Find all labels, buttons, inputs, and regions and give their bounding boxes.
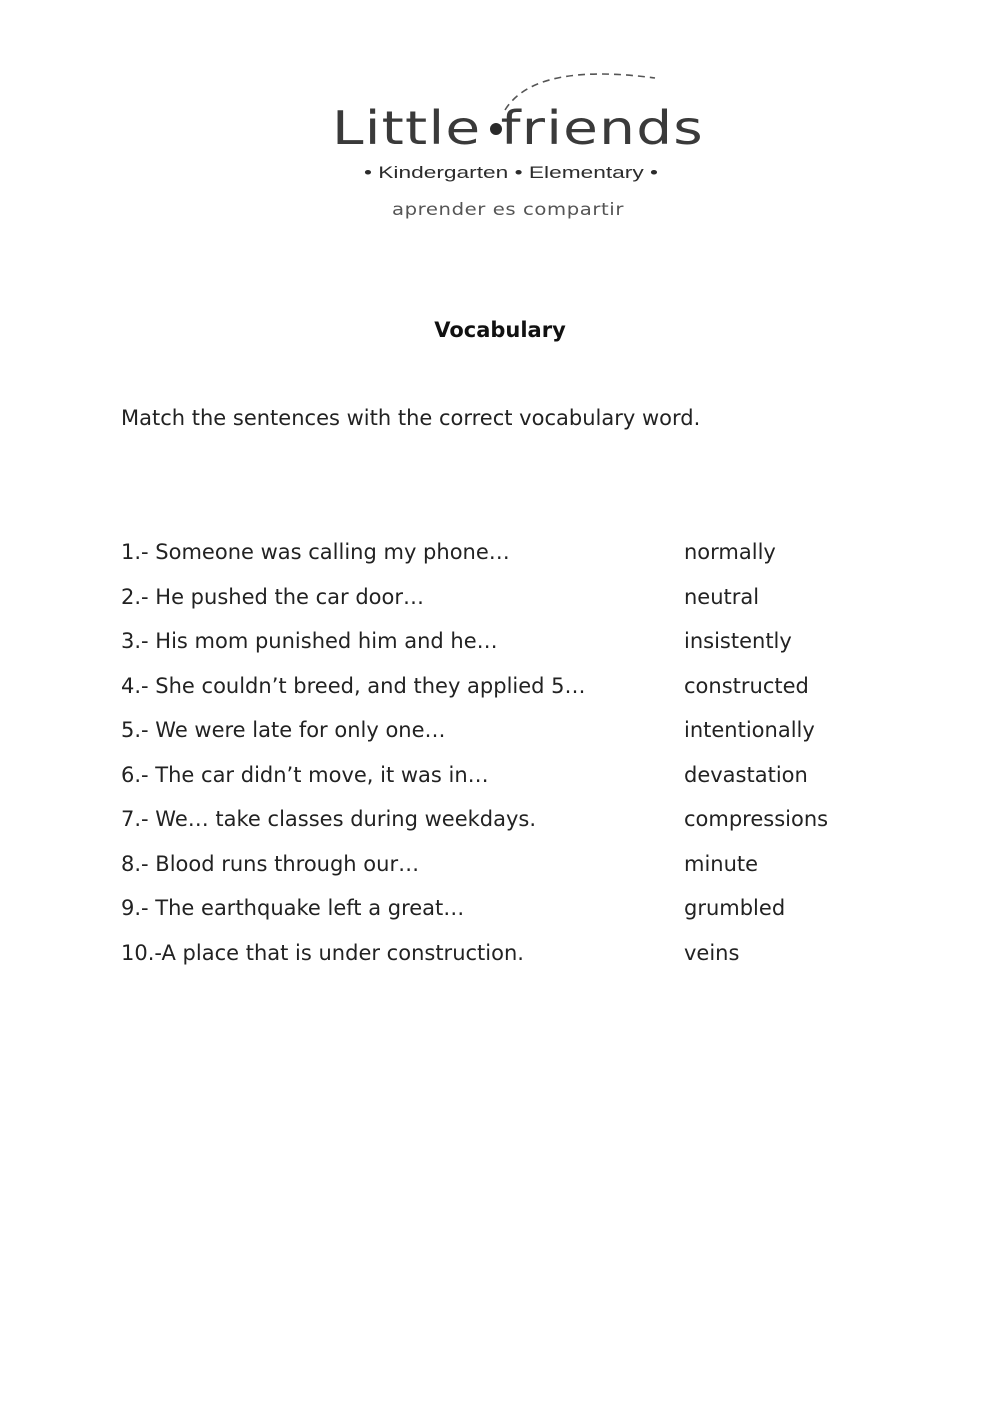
sentence-7: 7.- We… take classes during weekdays. <box>121 807 537 831</box>
matching-row <box>121 763 881 808</box>
sentence-8: 8.- Blood runs through our… <box>121 851 420 876</box>
sentence-2: 2.- He pushed the car door… <box>121 584 425 609</box>
matching-row <box>121 585 881 630</box>
logo-tagline: aprender es compartir <box>392 200 624 220</box>
word-9: grumbled <box>684 896 786 920</box>
word-4: constructed <box>684 673 809 698</box>
sentence-6: 6.- The car didn’t move, it was in… <box>121 762 489 787</box>
sentence-1: 1.- Someone was calling my phone… <box>121 540 510 564</box>
word-8: minute <box>684 851 759 876</box>
word-7: compressions <box>684 807 829 831</box>
logo-subtitle: • Kindergarten • Elementary • <box>364 163 659 182</box>
matching-row <box>121 852 881 897</box>
instructions-text: Match the sentences with the correct vocabulary word. <box>121 406 701 430</box>
sentence-4: 4.- She couldn’t breed, and they applied 5… <box>121 673 586 698</box>
word-6: devastation <box>684 762 808 787</box>
sentence-5: 5.- We were late for only one… <box>121 718 446 742</box>
sentence-9: 9.- The earthquake left a great… <box>121 896 465 920</box>
matching-row <box>121 674 881 719</box>
page-title: Vocabulary <box>434 318 566 342</box>
matching-row <box>121 941 881 986</box>
word-5: intentionally <box>684 718 815 742</box>
matching-list <box>121 540 881 985</box>
word-2: neutral <box>684 584 760 609</box>
sentence-10: 10.-A place that is under construction. <box>121 940 524 965</box>
logo-graphic <box>320 60 720 230</box>
matching-row <box>121 718 881 763</box>
matching-row <box>121 807 881 852</box>
word-10: veins <box>684 940 740 965</box>
sentence-3: 3.- His mom punished him and he… <box>121 629 498 653</box>
matching-row <box>121 629 881 674</box>
word-3: insistently <box>684 629 792 653</box>
matching-row <box>121 540 881 585</box>
word-1: normally <box>684 540 776 564</box>
school-logo <box>320 60 720 230</box>
matching-row <box>121 896 881 941</box>
logo-title: Little friends <box>332 101 704 155</box>
